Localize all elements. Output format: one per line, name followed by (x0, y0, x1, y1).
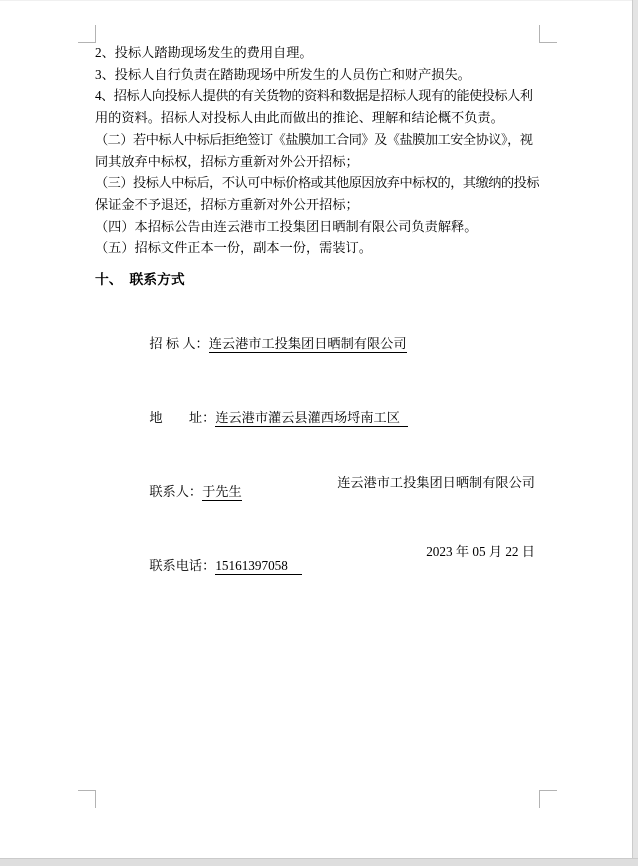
page-top-edge (0, 0, 633, 1)
contact-value-underlined: 连云港市灌云县灌西场埒南工区 (215, 410, 408, 427)
contact-label: 地 址： (149, 409, 216, 425)
signature-company: 连云港市工投集团日晒制有限公司 (337, 475, 535, 490)
contact-value-underlined: 连云港市工投集团日晒制有限公司 (208, 335, 407, 351)
body-line-8: 保证金不予退还，招标方重新对外公开招标； (95, 196, 359, 212)
body-line-3: 4、招标人向投标人提供的有关货物的资料和数据是招标人现有的能使投标人利 (95, 88, 533, 104)
contact-value-underlined: 15161397058 (215, 558, 302, 575)
page-edge-right-gutter (632, 0, 638, 866)
margin-mark-top-left (78, 25, 96, 43)
body-text-block (95, 42, 540, 259)
page-edge-bottom-gutter (0, 858, 638, 866)
margin-mark-bottom-left (78, 790, 96, 808)
contact-label: 联系人： (149, 483, 203, 499)
body-line-7: （三）投标人中标后，不认可中标价格或其他原因放弃中标权的，其缴纳的投标 (95, 175, 540, 191)
body-line-9: （四）本招标公告由连云港市工投集团日晒制有限公司负责解释。 (95, 218, 478, 234)
signature-block (337, 425, 535, 609)
margin-mark-top-right (539, 25, 557, 43)
margin-mark-bottom-right (539, 790, 557, 808)
body-line-10: （五）招标文件正本一份，副本一份，需装订。 (95, 240, 372, 256)
body-line-4: 用的资料。招标人对投标人由此而做出的推论、理解和结论概不负责。 (95, 110, 504, 126)
signature-date: 2023 年 05 月 22 日 (426, 544, 535, 559)
contact-label: 联系电话： (149, 558, 216, 574)
body-line-5: （二）若中标人中标后拒绝签订《盐膜加工合同》及《盐膜加工安全协议》，视 (95, 131, 533, 147)
body-line-6: 同其放弃中标权，招标方重新对外公开招标； (95, 153, 359, 169)
contact-value-underlined: 于先生 (202, 483, 242, 499)
body-line-1: 2、投标人踏勘现场发生的费用自理。 (95, 45, 313, 60)
contact-row-bidder (123, 307, 408, 381)
section-heading-contact: 十、 联系方式 (95, 272, 185, 287)
body-line-2: 3、投标人自行负责在踏勘现场中所发生的人员伤亡和财产损失。 (95, 66, 471, 82)
contact-label: 招 标 人： (149, 335, 209, 351)
